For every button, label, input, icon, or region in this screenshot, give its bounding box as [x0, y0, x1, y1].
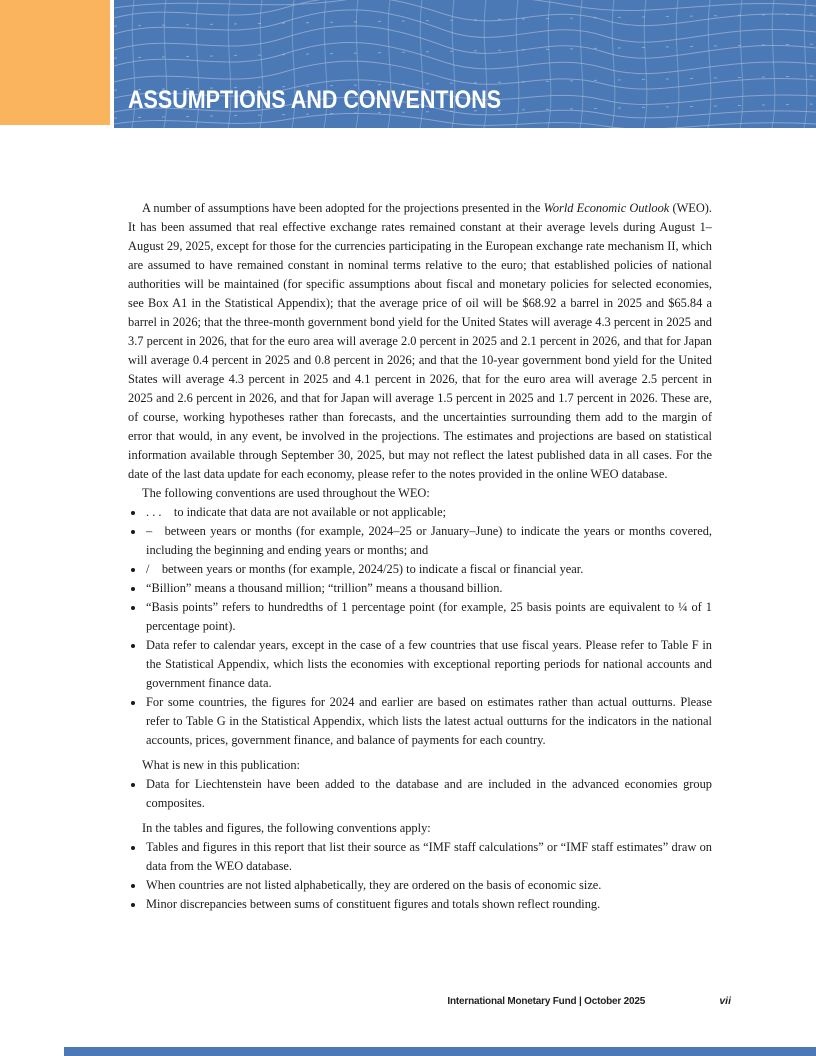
table-conventions-list [129, 838, 712, 914]
footer-page-number: vii [719, 995, 731, 1007]
conventions-list [129, 503, 712, 750]
header-accent-block [0, 0, 110, 125]
intro-text-before: A number of assumptions have been adopted for the projections presented in the [142, 201, 544, 215]
list-item: • Tables and figures in this report that list their source as “IMF staff calculations” or “IMF staff estimates” draw on data from the WEO database. [145, 838, 712, 876]
document-body [128, 199, 712, 914]
list-item: • – between years or months (for example, 2024–25 or January–June) to indicate the years or months covered, including the beginning and ending years or months; and [145, 522, 712, 560]
list-item: • Data refer to calendar years, except in the case of a few countries that use fiscal years. Please refer to Table F in the Statistical Appendix, which lists the economies with exceptional reporting periods for national accounts and government finance data. [145, 636, 712, 693]
footer-publisher: International Monetary Fund | October 2025 [447, 995, 646, 1007]
list-item: • “Billion” means a thousand million; “trillion” means a thousand billion. [145, 579, 712, 598]
page-title: ASSUMPTIONS AND CONVENTIONS [128, 86, 502, 114]
whats-new-lead: What is new in this publication: [142, 758, 300, 772]
list-item: • Minor discrepancies between sums of constituent figures and totals shown reflect rounding. [145, 895, 712, 914]
bottom-edge-band [64, 1047, 816, 1056]
page-header-band [114, 0, 816, 128]
tables-lead: In the tables and figures, the following conventions apply: [142, 821, 431, 835]
list-item: • “Basis points” refers to hundredths of 1 percentage point (for example, 25 basis points are equivalent to ¼ of 1 percentage point). [145, 598, 712, 636]
conventions-lead: The following conventions are used throughout the WEO: [142, 486, 430, 500]
list-item: • Data for Liechtenstein have been added to the database and are included in the advanced economies group composites. [145, 775, 712, 813]
intro-text-after: (WEO). It has been assumed that real effective exchange rates remained constant at their average levels during August 1–August 29, 2025, except for those for the currencies participating in the European exchange rate mechanism II, which are assumed to have remained constant in nominal terms relative to the euro; that established policies of national authorities will be maintained (for specific assumptions about fiscal and monetary policies for selected economies, see Box A1 in the Statistical Appendix); that the average price of oil will be $68.92 a barrel in 2025 and $65.84 a barrel in 2026; that the three-month government bond yield for the United States will average 4.3 percent in 2025 and 3.7 percent in 2026, that for the euro area will average 2.0 percent in 2025 and 2.1 percent in 2026, and that for Japan will average 0.4 percent in 2025 and 0.8 percent in 2026; and that the 10-year government bond yield for the United States will average 4.3 percent in 2025 and 4.1 percent in 2026, that for the euro area will average 2.5 percent in 2025 and 2.6 percent in 2026, and that for Japan will average 1.5 percent in 2025 and 1.7 percent in 2026. These are, of course, working hypotheses rather than forecasts, and the uncertainties surrounding them add to the margin of error that would, in any event, be involved in the projections. The estimates and projections are based on statistical information available through September 30, 2025, but may not reflect the latest published data in all cases. For the date of the last data update for each economy, please refer to the notes provided in the online WEO database. [128, 201, 713, 481]
list-item: • / between years or months (for example, 2024/25) to indicate a fiscal or financial year. [145, 560, 712, 579]
list-item: • For some countries, the figures for 2024 and earlier are based on estimates rather than actual outturns. Please refer to Table G in the Statistical Appendix, which lists the latest actual outturns for the indicators in the national accounts, prices, government finance, and balance of payments for each country. [145, 693, 712, 750]
list-item: • When countries are not listed alphabetically, they are ordered on the basis of economic size. [145, 876, 712, 895]
intro-paragraph [128, 199, 712, 484]
list-item: • . . . to indicate that data are not available or not applicable; [145, 503, 712, 522]
whats-new-list [129, 775, 712, 813]
page-footer [437, 995, 731, 1007]
report-title-italic: World Economic Outlook [543, 201, 670, 215]
